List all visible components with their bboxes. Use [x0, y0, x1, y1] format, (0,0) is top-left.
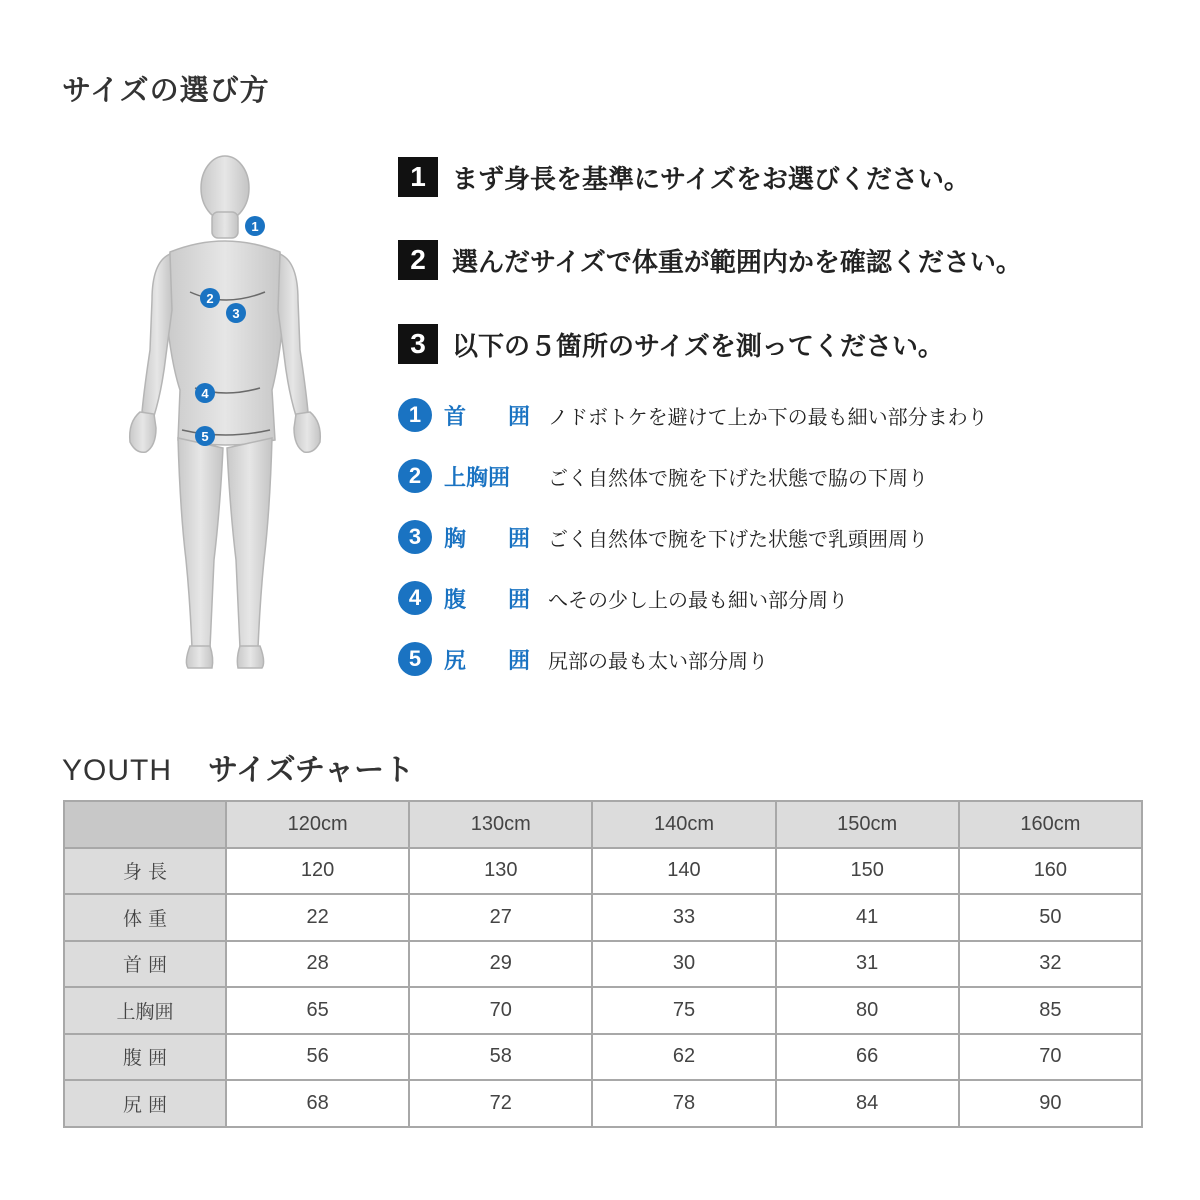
table-cell: 50 [959, 894, 1142, 941]
table-row [64, 848, 1142, 895]
column-header: 140cm [592, 801, 775, 848]
measure-description: 尻部の最も太い部分周り [548, 648, 768, 673]
table-cell: 70 [409, 987, 592, 1034]
measure-number: 5 [398, 642, 432, 676]
table-cell: 120 [226, 848, 409, 895]
table-cell: 150 [776, 848, 959, 895]
svg-text:4: 4 [201, 386, 209, 401]
table-row [64, 1080, 1142, 1127]
measure-label [444, 400, 530, 431]
table-cell: 90 [959, 1080, 1142, 1127]
table-cell: 65 [226, 987, 409, 1034]
step-text: 選んだサイズで体重が範囲内かを確認ください。 [452, 247, 1022, 278]
table-cell: 130 [409, 848, 592, 895]
table-cell: 29 [409, 941, 592, 988]
table-cell: 28 [226, 941, 409, 988]
measure-label [444, 644, 530, 675]
label-char: 囲 [507, 648, 530, 674]
size-chart-title-en: YOUTH [62, 754, 172, 787]
table-cell: 62 [592, 1034, 775, 1081]
table-row [64, 941, 1142, 988]
size-chart-title [62, 745, 414, 789]
step-number: 3 [398, 324, 438, 364]
column-header: 150cm [776, 801, 959, 848]
label-char: 首 [444, 404, 467, 430]
measure-description: ノドボトケを避けて上か下の最も細い部分まわり [548, 404, 988, 429]
svg-text:2: 2 [206, 291, 214, 306]
table-cell: 32 [959, 941, 1142, 988]
measure-description: へその少し上の最も細い部分周り [548, 587, 848, 612]
table-cell: 58 [409, 1034, 592, 1081]
human-body-figure-icon [100, 150, 360, 680]
step-3 [398, 324, 944, 364]
table-cell: 68 [226, 1080, 409, 1127]
table-cell: 84 [776, 1080, 959, 1127]
table-cell: 78 [592, 1080, 775, 1127]
table-cell: 72 [409, 1080, 592, 1127]
row-header: 体 重 [64, 894, 226, 941]
label-char: 尻 [444, 648, 467, 674]
column-header: 160cm [959, 801, 1142, 848]
label-char: 囲 [507, 526, 530, 552]
table-cell: 33 [592, 894, 775, 941]
step-number: 2 [398, 240, 438, 280]
table-cell: 56 [226, 1034, 409, 1081]
table-cell: 140 [592, 848, 775, 895]
row-header: 腹 囲 [64, 1034, 226, 1081]
measure-hip [398, 641, 768, 677]
row-header: 上胸囲 [64, 987, 226, 1034]
table-cell: 27 [409, 894, 592, 941]
measure-label [444, 583, 530, 614]
measure-number: 2 [398, 459, 432, 493]
table-cell: 30 [592, 941, 775, 988]
table-cell: 22 [226, 894, 409, 941]
table-cell: 41 [776, 894, 959, 941]
table-cell: 80 [776, 987, 959, 1034]
label-char: 上胸囲 [444, 465, 511, 491]
measure-number: 1 [398, 398, 432, 432]
table-cell: 160 [959, 848, 1142, 895]
row-header: 尻 囲 [64, 1080, 226, 1127]
table-cell: 85 [959, 987, 1142, 1034]
measure-label [444, 461, 530, 492]
table-row [64, 987, 1142, 1034]
size-chart-table [63, 800, 1143, 1128]
label-char: 囲 [507, 404, 530, 430]
measure-number: 4 [398, 581, 432, 615]
table-cell: 31 [776, 941, 959, 988]
svg-text:3: 3 [232, 306, 240, 321]
step-text: 以下の５箇所のサイズを測ってください。 [452, 331, 944, 362]
table-cell: 75 [592, 987, 775, 1034]
svg-text:1: 1 [251, 219, 259, 234]
svg-text:5: 5 [201, 429, 209, 444]
table-cell: 66 [776, 1034, 959, 1081]
measure-description: ごく自然体で腕を下げた状態で乳頭囲周り [548, 526, 928, 551]
measure-neck [398, 397, 988, 433]
column-header: 130cm [409, 801, 592, 848]
measure-waist [398, 580, 848, 616]
page-title: サイズの選び方 [62, 73, 270, 107]
table-cell: 70 [959, 1034, 1142, 1081]
label-char: 腹 [444, 587, 467, 613]
step-text: まず身長を基準にサイズをお選びください。 [452, 164, 970, 195]
table-header-row [64, 801, 1142, 848]
measure-label [444, 522, 530, 553]
measure-number: 3 [398, 520, 432, 554]
table-row [64, 894, 1142, 941]
row-header: 身 長 [64, 848, 226, 895]
table-corner-cell [64, 801, 226, 848]
table-row [64, 1034, 1142, 1081]
label-char: 囲 [507, 587, 530, 613]
step-2 [398, 240, 1022, 280]
row-header: 首 囲 [64, 941, 226, 988]
label-char: 胸 [444, 526, 467, 552]
step-1 [398, 157, 970, 197]
size-chart-title-ja: サイズチャート [208, 753, 415, 788]
measure-description: ごく自然体で腕を下げた状態で脇の下周り [548, 465, 928, 490]
column-header: 120cm [226, 801, 409, 848]
step-number: 1 [398, 157, 438, 197]
measure-upper-chest [398, 458, 928, 494]
measure-chest [398, 519, 928, 555]
